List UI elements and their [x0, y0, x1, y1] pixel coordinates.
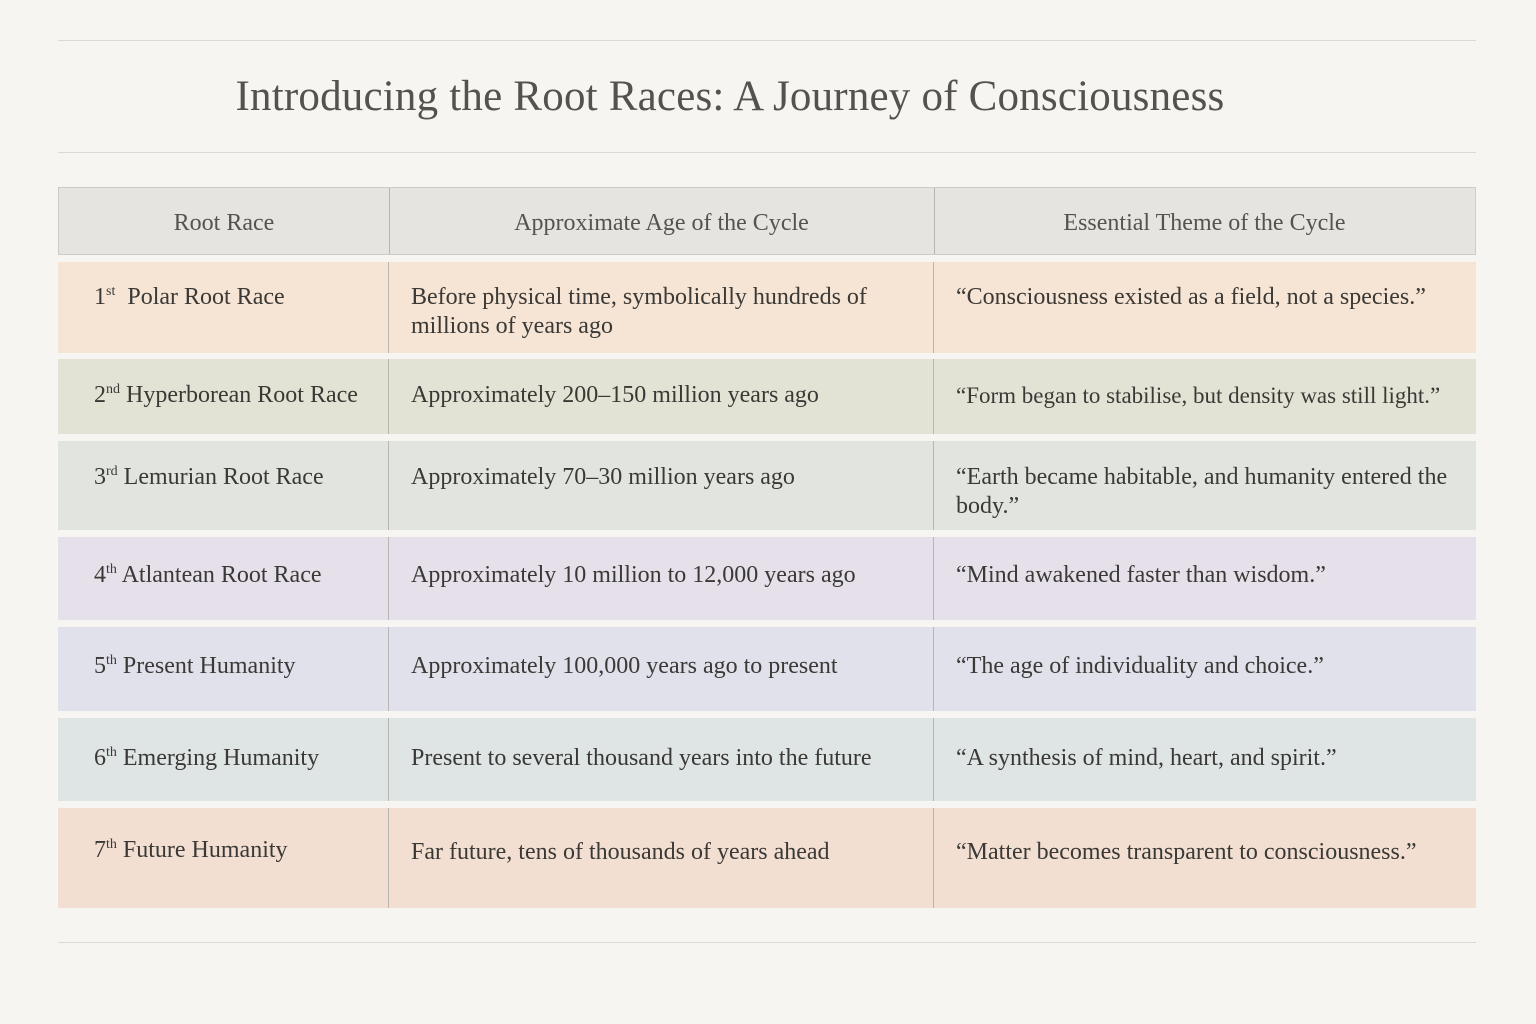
ordinal-suffix: th: [106, 837, 117, 852]
ordinal-number: 2: [94, 382, 106, 408]
root-race-cell: [94, 381, 394, 410]
root-race-cell: [94, 463, 394, 492]
ordinal-number: 3: [94, 464, 106, 490]
root-race-name: Future Humanity: [122, 837, 288, 863]
root-race-name: Lemurian Root Race: [123, 464, 324, 490]
bottom-divider: [58, 942, 1476, 943]
top-divider: [58, 40, 1476, 41]
column-divider: [388, 627, 389, 711]
theme-cell: “Form began to stabilise, but density was still light.”: [956, 383, 1441, 408]
age-cell: Before physical time, symbolically hundreds of millions of years ago: [411, 284, 867, 339]
column-divider: [933, 718, 934, 801]
ordinal-number: 4: [94, 562, 106, 588]
header-divider: [934, 188, 935, 254]
table-row: [58, 262, 1476, 353]
theme-cell: “Matter becomes transparent to consciousness.”: [956, 839, 1417, 865]
column-divider: [933, 262, 934, 353]
root-race-cell: [94, 744, 394, 773]
ordinal-suffix: th: [106, 745, 117, 760]
theme-cell: “A synthesis of mind, heart, and spirit.”: [956, 745, 1337, 771]
table-row: [58, 627, 1476, 711]
root-race-cell: [94, 652, 394, 681]
table-header: [58, 187, 1476, 255]
ordinal-suffix: th: [106, 653, 117, 668]
ordinal-number: 6: [94, 745, 106, 771]
column-divider: [933, 627, 934, 711]
column-divider: [388, 537, 389, 620]
root-race-cell: [94, 561, 394, 590]
root-race-cell: [94, 836, 394, 865]
age-cell: Approximately 10 million to 12,000 years ago: [411, 562, 856, 588]
age-cell: Approximately 200–150 million years ago: [411, 382, 819, 408]
header-age: Approximate Age of the Cycle: [514, 210, 809, 236]
column-divider: [933, 441, 934, 530]
header-theme: Essential Theme of the Cycle: [1063, 210, 1346, 236]
table-row: [58, 808, 1476, 908]
ordinal-suffix: th: [106, 562, 117, 577]
age-cell: Far future, tens of thousands of years ahead: [411, 839, 830, 865]
age-cell: Approximately 100,000 years ago to present: [411, 653, 838, 679]
theme-cell: “Mind awakened faster than wisdom.”: [956, 562, 1326, 588]
column-divider: [933, 537, 934, 620]
age-cell: Present to several thousand years into the future: [411, 745, 872, 771]
column-divider: [388, 718, 389, 801]
root-race-name: Atlantean Root Race: [121, 562, 322, 588]
page-title: Introducing the Root Races: A Journey of Consciousness: [235, 73, 1225, 120]
root-race-name: Present Humanity: [122, 653, 296, 679]
column-divider: [388, 359, 389, 434]
theme-cell: “Consciousness existed as a field, not a species.”: [956, 284, 1426, 310]
root-race-cell: [94, 283, 394, 312]
ordinal-number: 5: [94, 653, 106, 679]
ordinal-suffix: rd: [106, 464, 118, 479]
ordinal-number: 7: [94, 837, 106, 863]
column-divider: [388, 808, 389, 908]
title-divider: [58, 152, 1476, 153]
theme-cell: “The age of individuality and choice.”: [956, 653, 1324, 679]
ordinal-number: 1: [94, 284, 106, 310]
column-divider: [933, 359, 934, 434]
age-cell: Approximately 70–30 million years ago: [411, 464, 795, 490]
column-divider: [388, 441, 389, 530]
column-divider: [388, 262, 389, 353]
column-divider: [933, 808, 934, 908]
header-divider: [389, 188, 390, 254]
theme-cell: “Earth became habitable, and humanity entered the body.”: [956, 464, 1448, 519]
ordinal-suffix: st: [106, 284, 116, 299]
root-race-name: Hyperborean Root Race: [126, 382, 358, 408]
root-race-name: Polar Root Race: [127, 284, 285, 310]
table-row: [58, 441, 1476, 530]
root-race-name: Emerging Humanity: [122, 745, 320, 771]
header-root-race: Root Race: [173, 210, 275, 236]
ordinal-suffix: nd: [106, 382, 120, 397]
table-row: [58, 537, 1476, 620]
table-row: [58, 359, 1476, 434]
table-row: [58, 718, 1476, 801]
